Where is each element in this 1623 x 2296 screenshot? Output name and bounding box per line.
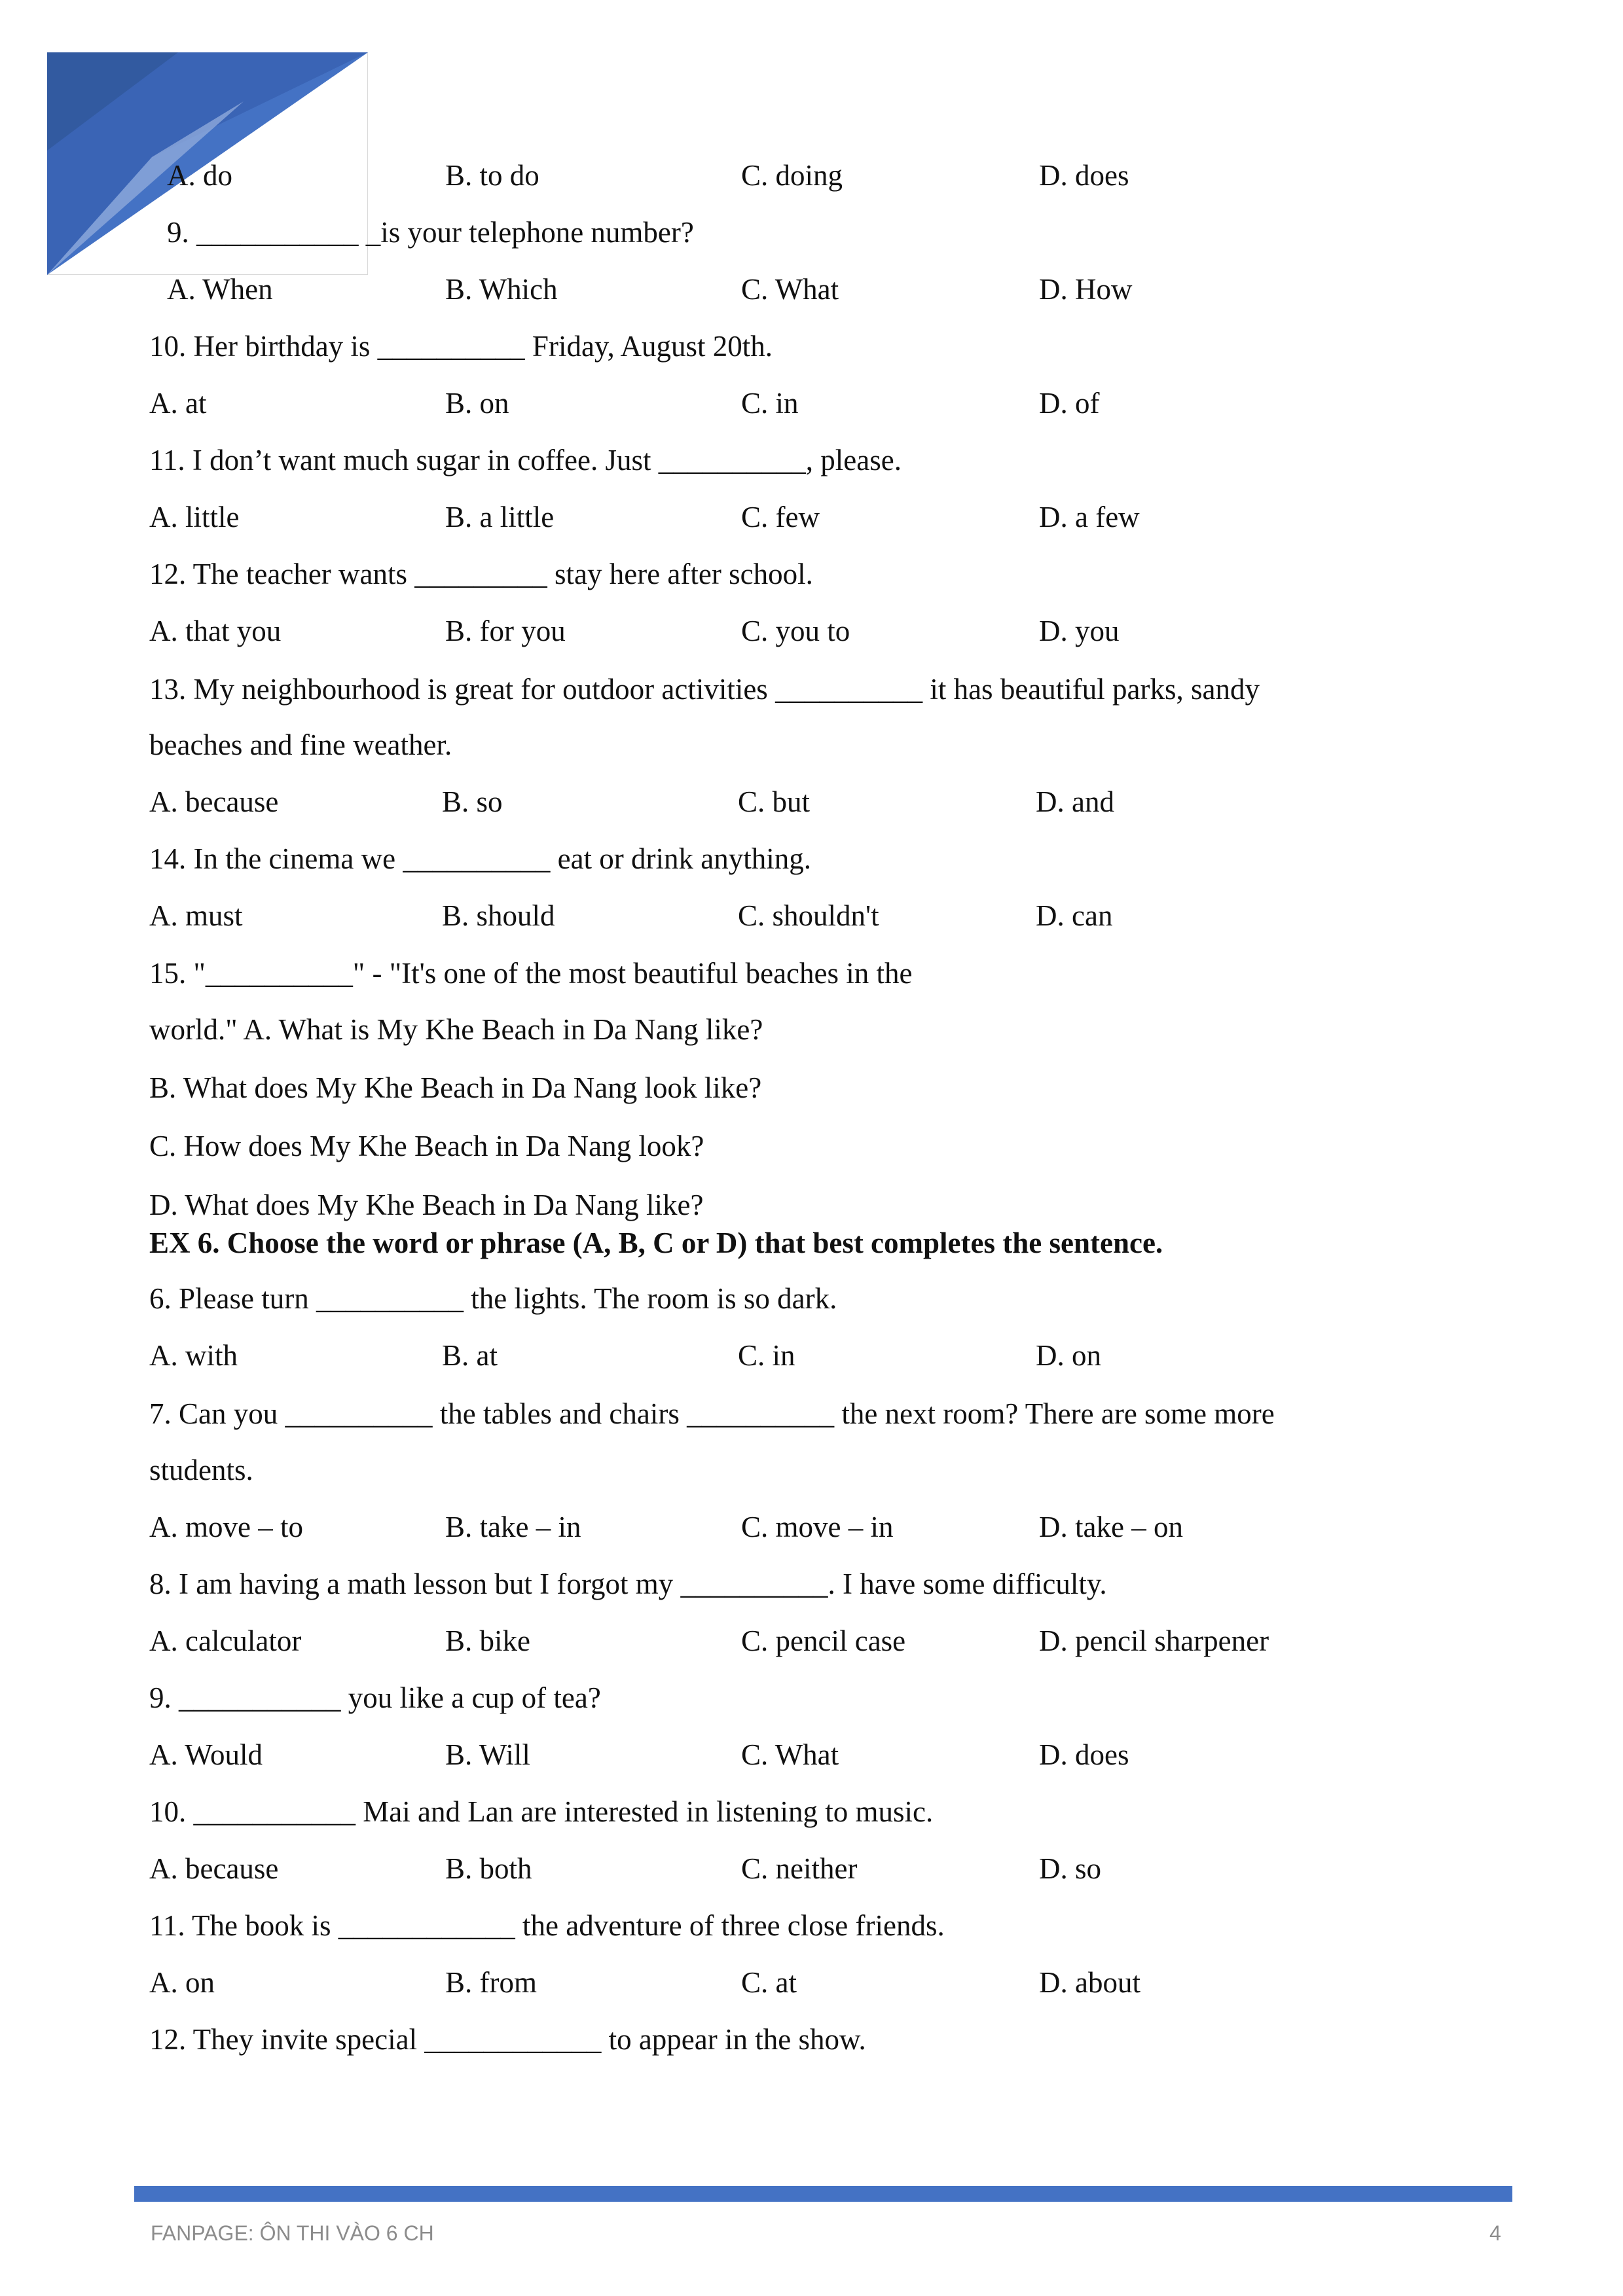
- q12-option-d: D. you: [1039, 615, 1120, 647]
- ex6-q9-option-a: A. Would: [149, 1738, 263, 1771]
- ex6-q8-option-a: A. calculator: [149, 1624, 302, 1657]
- ex6-q6-option-c: C. in: [738, 1339, 795, 1372]
- ex6-question-11: 11. The book is ____________ the adventure of three close friends.: [149, 1909, 945, 1942]
- ex6-q6-option-d: D. on: [1036, 1339, 1101, 1372]
- question-14: 14. In the cinema we __________ eat or drink anything.: [149, 842, 812, 875]
- exercise-6-heading: EX 6. Choose the word or phrase (A, B, C or D) that best completes the sentence.: [149, 1227, 1163, 1259]
- q10-option-d: D. of: [1039, 387, 1100, 420]
- q14-option-b: B. should: [442, 899, 555, 932]
- ex6-question-12: 12. They invite special ____________ to appear in the show.: [149, 2023, 866, 2056]
- footer-divider: [134, 2186, 1512, 2202]
- question-15-option-c: C. How does My Khe Beach in Da Nang look?: [149, 1130, 704, 1162]
- q11-option-a: A. little: [149, 501, 240, 533]
- ex6-q7-option-b: B. take – in: [445, 1511, 581, 1543]
- q8-option-a: A. do: [167, 159, 232, 192]
- question-15-option-a: world." A. What is My Khe Beach in Da Nang like?: [149, 1013, 763, 1046]
- question-15: 15. "__________" - "It's one of the most beautiful beaches in the: [149, 957, 913, 990]
- ex6-q8-option-b: B. bike: [445, 1624, 530, 1657]
- ex6-q9-option-c: C. What: [741, 1738, 839, 1771]
- q13-option-c: C. but: [738, 785, 811, 818]
- ex6-question-7: 7. Can you __________ the tables and chairs __________ the next room? There are some more: [149, 1397, 1275, 1430]
- ex6-q10-option-a: A. because: [149, 1852, 279, 1885]
- ex6-question-10: 10. ___________ Mai and Lan are interested in listening to music.: [149, 1795, 934, 1828]
- q8-option-d: D. does: [1039, 159, 1129, 192]
- q10-option-b: B. on: [445, 387, 509, 420]
- ex6-q9-option-d: D. does: [1039, 1738, 1129, 1771]
- q13-option-d: D. and: [1036, 785, 1114, 818]
- q13-option-b: B. so: [442, 785, 503, 818]
- ex6-q11-option-d: D. about: [1039, 1966, 1140, 1999]
- question-10: 10. Her birthday is __________ Friday, August 20th.: [149, 330, 773, 363]
- ex6-q11-option-a: A. on: [149, 1966, 215, 1999]
- ex6-question-8: 8. I am having a math lesson but I forgot my __________. I have some difficulty.: [149, 1568, 1107, 1600]
- q9-option-c: C. What: [741, 273, 839, 306]
- ex6-question-6: 6. Please turn __________ the lights. The room is so dark.: [149, 1282, 837, 1315]
- q8-option-b: B. to do: [445, 159, 539, 192]
- question-15-option-d: D. What does My Khe Beach in Da Nang like?: [149, 1189, 704, 1221]
- q14-option-d: D. can: [1036, 899, 1113, 932]
- ex6-q8-option-d: D. pencil sharpener: [1039, 1624, 1269, 1657]
- ex6-q11-option-b: B. from: [445, 1966, 537, 1999]
- ex6-q8-option-c: C. pencil case: [741, 1624, 906, 1657]
- q12-option-b: B. for you: [445, 615, 566, 647]
- question-15-option-b: B. What does My Khe Beach in Da Nang look like?: [149, 1071, 762, 1104]
- q8-option-c: C. doing: [741, 159, 843, 192]
- q11-option-c: C. few: [741, 501, 820, 533]
- q13-option-a: A. because: [149, 785, 279, 818]
- q11-option-b: B. a little: [445, 501, 555, 533]
- page-number: 4: [1489, 2221, 1501, 2245]
- ex6-q10-option-c: C. neither: [741, 1852, 858, 1885]
- ex6-q10-option-b: B. both: [445, 1852, 532, 1885]
- ex6-q10-option-d: D. so: [1039, 1852, 1102, 1885]
- question-12: 12. The teacher wants _________ stay here after school.: [149, 558, 813, 590]
- ex6-q6-option-b: B. at: [442, 1339, 498, 1372]
- ex6-question-9: 9. ___________ you like a cup of tea?: [149, 1681, 601, 1714]
- q9-option-a: A. When: [167, 273, 273, 306]
- ex6-q6-option-a: A. with: [149, 1339, 238, 1372]
- ex6-q7-option-a: A. move – to: [149, 1511, 303, 1543]
- q12-option-a: A. that you: [149, 615, 282, 647]
- ex6-q7-option-d: D. take – on: [1039, 1511, 1183, 1543]
- footer-fanpage-label: FANPAGE: ÔN THI VÀO 6 CH: [151, 2221, 434, 2245]
- question-11: 11. I don’t want much sugar in coffee. Just __________, please.: [149, 444, 902, 476]
- question-9: 9. ___________ _is your telephone number?: [167, 216, 694, 249]
- q10-option-a: A. at: [149, 387, 207, 420]
- q10-option-c: C. in: [741, 387, 799, 420]
- q12-option-c: C. you to: [741, 615, 850, 647]
- ex6-q11-option-c: C. at: [741, 1966, 797, 1999]
- ex6-question-7-continued: students.: [149, 1454, 253, 1486]
- question-13: 13. My neighbourhood is great for outdoor activities __________ it has beautiful parks, sandy: [149, 673, 1260, 706]
- q9-option-b: B. Which: [445, 273, 558, 306]
- ex6-q9-option-b: B. Will: [445, 1738, 530, 1771]
- ex6-q7-option-c: C. move – in: [741, 1511, 894, 1543]
- q11-option-d: D. a few: [1039, 501, 1140, 533]
- q9-option-d: D. How: [1039, 273, 1133, 306]
- q14-option-c: C. shouldn't: [738, 899, 879, 932]
- question-13-continued: beaches and fine weather.: [149, 728, 452, 761]
- q14-option-a: A. must: [149, 899, 243, 932]
